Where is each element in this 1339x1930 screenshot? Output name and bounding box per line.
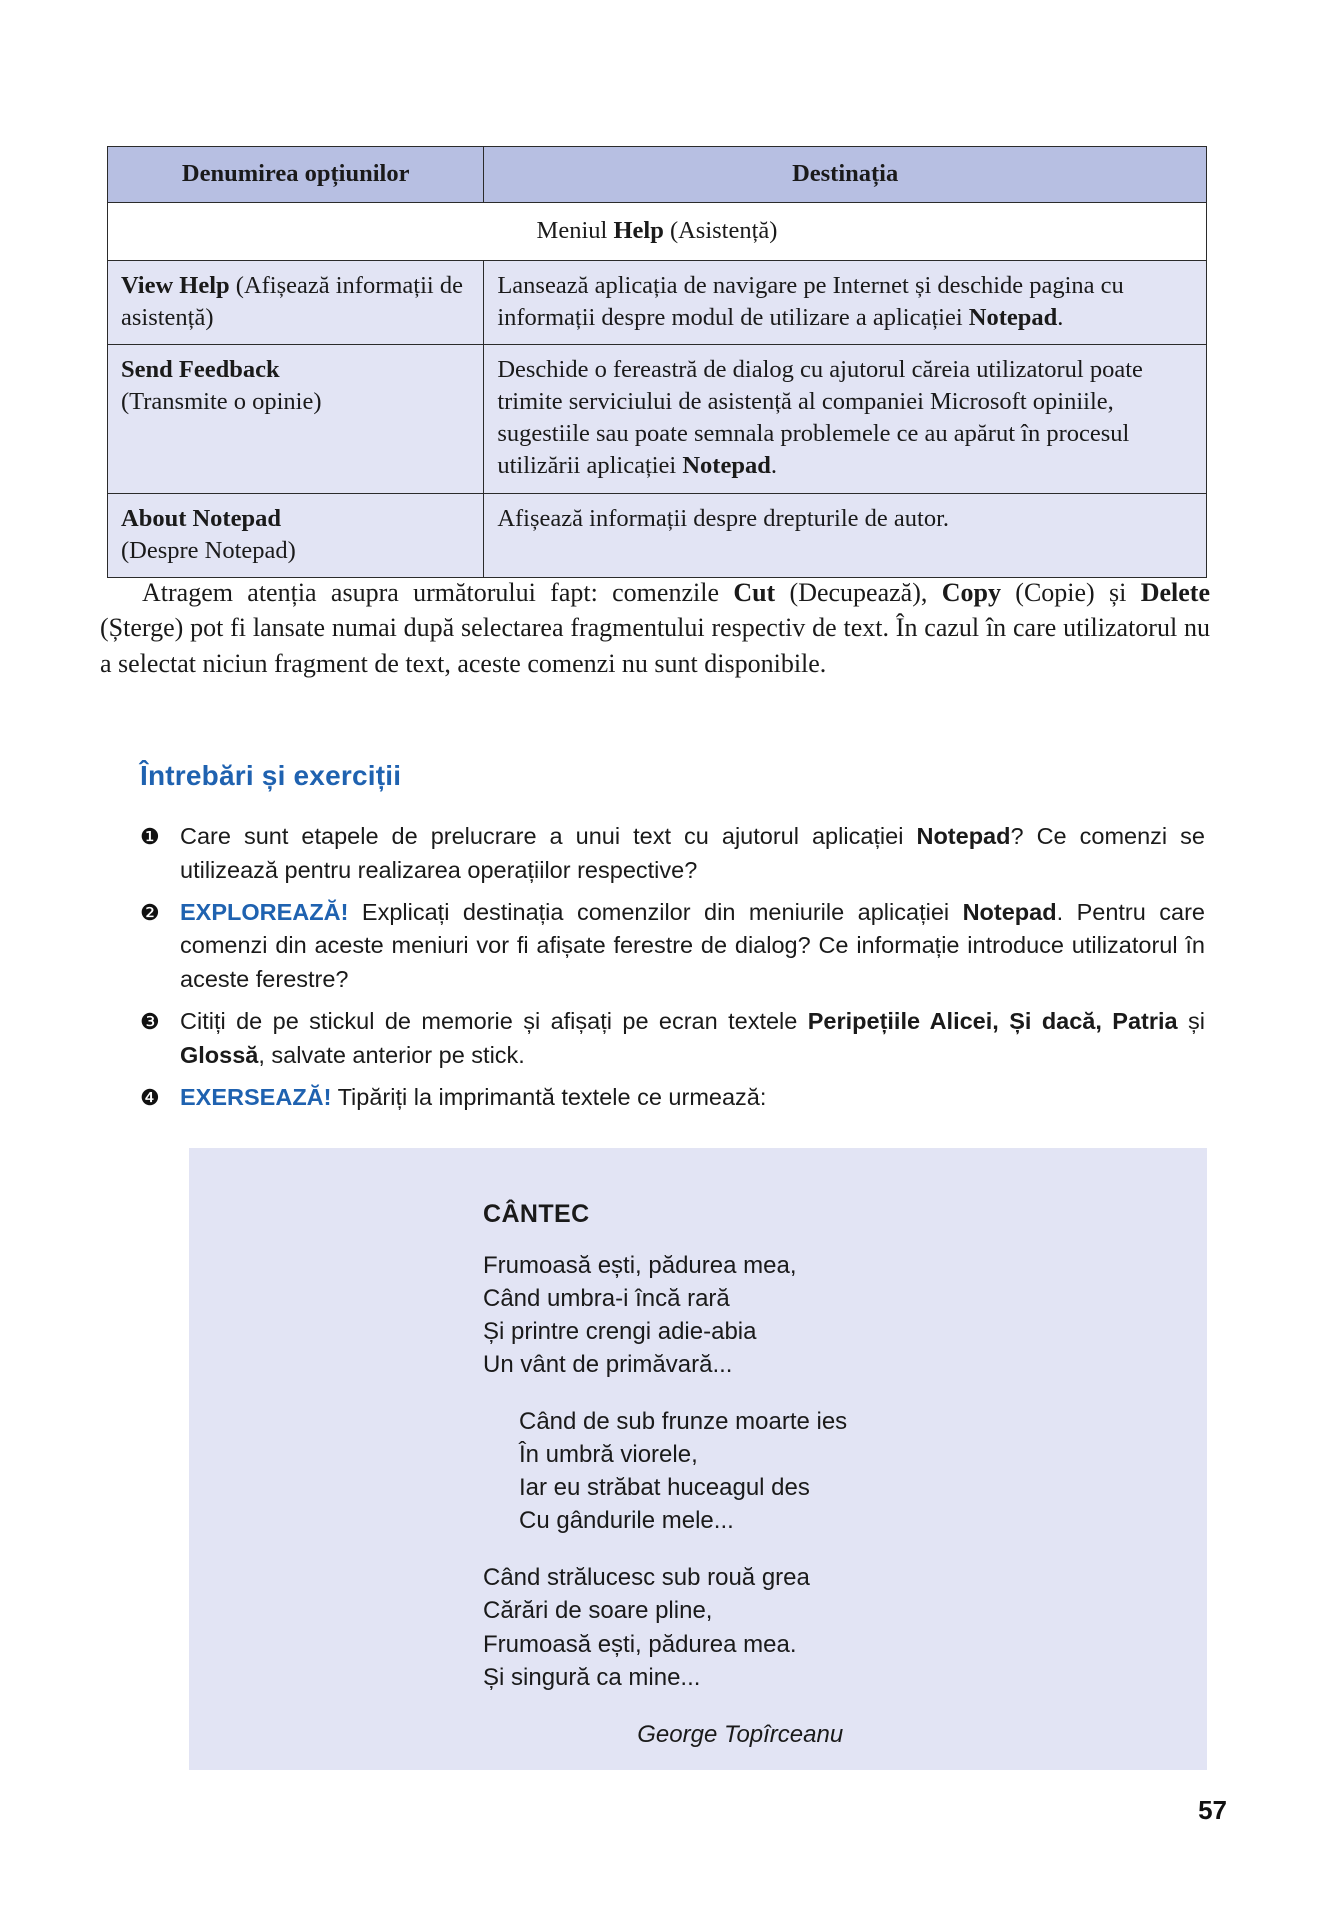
table-header-row (108, 147, 1207, 203)
exercise-bold: Peripețiile Alicei, Și dacă, Patria (807, 1008, 1178, 1035)
exercise-text-1 (180, 820, 1205, 888)
exercise-post: și (1177, 1008, 1205, 1035)
destination-post: . (770, 451, 777, 479)
poem-box (189, 1148, 1207, 1770)
exercise-bold-2: Glossă (180, 1041, 259, 1068)
destination-text: Lansează aplicația de navigare pe Internet și deschide pagina cu informații despre modul de utilizare a aplicației (497, 271, 1124, 331)
options-table (107, 146, 1207, 578)
page-number: 57 (1198, 1795, 1227, 1825)
exercise-marker-2: ❷ (140, 899, 160, 925)
destination-text: Deschide o fereastră de dialog cu ajutorul căreia utilizatorul poate trimite serviciului de asistență al companiei Microsoft opiniile, sugestiile sau poate semnala problemele ce au apărut în procesul utilizării aplicației (497, 356, 1143, 479)
table-section-label (108, 202, 1207, 260)
poem-line: Când umbra-i încă rară (483, 1284, 730, 1312)
option-name-rest: (Transmite o opinie) (121, 388, 322, 416)
poem-stanza-2 (483, 1405, 847, 1537)
exercise-pre: Care sunt etapele de prelucrare a unui text cu ajutorul aplicației (180, 823, 917, 849)
exercise-post: . Pentru care comenzi din aceste meniuri vor fi afișate ferestre de dialog? Ce informație introduce utilizatorul în aceste ferestre? (180, 898, 1205, 993)
poem-line: Cărări de soare pline, (483, 1597, 713, 1625)
exercise-bold: Notepad (916, 823, 1011, 849)
poem-line: Iar eu străbat huceagul des (519, 1474, 810, 1502)
exercise-keyword-exerseaza: EXERSEAZĂ! (180, 1083, 332, 1110)
poem-line: Și printre crengi adie-abia (483, 1317, 757, 1345)
option-name-rest: (Afișează informații de asistență) (121, 271, 463, 331)
table-header-name: Denumirea opțiunilor (108, 147, 484, 203)
exercise-pre: Explicați destinația comenzilor din meniurile aplicației (348, 898, 963, 925)
destination-bold: Notepad (682, 451, 771, 479)
exercise-text-3 (180, 1005, 1205, 1073)
paragraph-part-4: (Șterge) pot fi lansate numai după selectarea fragmentului respectiv de text. În cazul în care utilizatorul nu a selectat niciun fragment de text, aceste comenzi nu sunt disponibile. (100, 613, 1210, 678)
table-row (108, 260, 1207, 345)
poem-line: Un vânt de primăvară... (483, 1350, 733, 1378)
paragraph-part-3: (Copie) și (1000, 578, 1141, 607)
paragraph-bold-copy: Copy (941, 578, 1001, 607)
paragraph-part-2: (Decupează), (775, 578, 942, 607)
poem-line: Cu gândurile mele... (519, 1507, 734, 1535)
exercise-list (140, 820, 1205, 1123)
poem-line: Frumoasă ești, pădurea mea. (483, 1630, 797, 1658)
poem-line: În umbră viorele, (519, 1441, 698, 1469)
option-name-cell (108, 345, 484, 493)
option-destination-cell (484, 493, 1207, 578)
section-bold: Help (613, 216, 664, 244)
option-destination-cell (484, 345, 1207, 493)
exercise-post-2: , salvate anterior pe stick. (258, 1041, 525, 1068)
poem-stanza-3 (483, 1561, 847, 1693)
option-name-cell (108, 260, 484, 345)
body-paragraph (100, 575, 1210, 681)
poem-content (483, 1197, 847, 1751)
exercise-keyword-exploreaza: EXPLOREAZĂ! (180, 898, 349, 925)
table-row (108, 493, 1207, 578)
section-heading: Întrebări și exerciții (140, 760, 402, 791)
table-header-destination: Destinația (484, 147, 1207, 203)
poem-author: George Topîrceanu (637, 1720, 844, 1748)
section-suffix: (Asistență) (663, 216, 778, 244)
exercise-pre: Citiți de pe stickul de memorie și afișați pe ecran textele (180, 1008, 808, 1035)
paragraph-part-1: Atragem atenția asupra următorului fapt: comenzile (142, 578, 734, 607)
option-name-cell (108, 493, 484, 578)
paragraph-bold-delete: Delete (1140, 578, 1210, 607)
poem-line: Când de sub frunze moarte ies (519, 1407, 848, 1435)
section-prefix: Meniul (536, 216, 614, 244)
exercise-marker-4: ❹ (140, 1084, 160, 1110)
option-name-bold: Send Feedback (121, 356, 280, 384)
poem-title: CÂNTEC (483, 1200, 590, 1228)
destination-bold: Notepad (968, 303, 1058, 331)
destination-post: . (1057, 303, 1064, 331)
exercise-text-4 (180, 1081, 1205, 1115)
exercise-marker-3: ❸ (140, 1009, 160, 1035)
list-item (140, 1081, 1205, 1115)
table-section-row (108, 202, 1207, 260)
option-name-bold: View Help (121, 271, 230, 299)
option-name-bold: About Notepad (121, 504, 281, 532)
paragraph-bold-cut: Cut (733, 578, 776, 607)
list-item (140, 1005, 1205, 1073)
option-destination-cell (484, 260, 1207, 345)
destination-text: Afișează informații despre drepturile de autor. (497, 504, 950, 532)
poem-line: Și singură ca mine... (483, 1663, 701, 1691)
option-name-rest: (Despre Notepad) (121, 536, 296, 564)
poem-stanza-1 (483, 1249, 847, 1381)
poem-line: Frumoasă ești, pădurea mea, (483, 1251, 797, 1279)
list-item (140, 896, 1205, 997)
exercise-pre: Tipăriți la imprimantă textele ce urmează: (331, 1083, 767, 1110)
list-item (140, 820, 1205, 888)
table-row (108, 345, 1207, 493)
exercise-post: ? Ce comenzi se utilizează pentru realizarea operațiilor respective? (180, 823, 1206, 883)
poem-line: Când strălucesc sub rouă grea (483, 1564, 810, 1592)
exercise-marker-1: ❶ (140, 824, 160, 849)
exercise-text-2 (180, 896, 1205, 997)
exercise-bold: Notepad (962, 898, 1057, 925)
